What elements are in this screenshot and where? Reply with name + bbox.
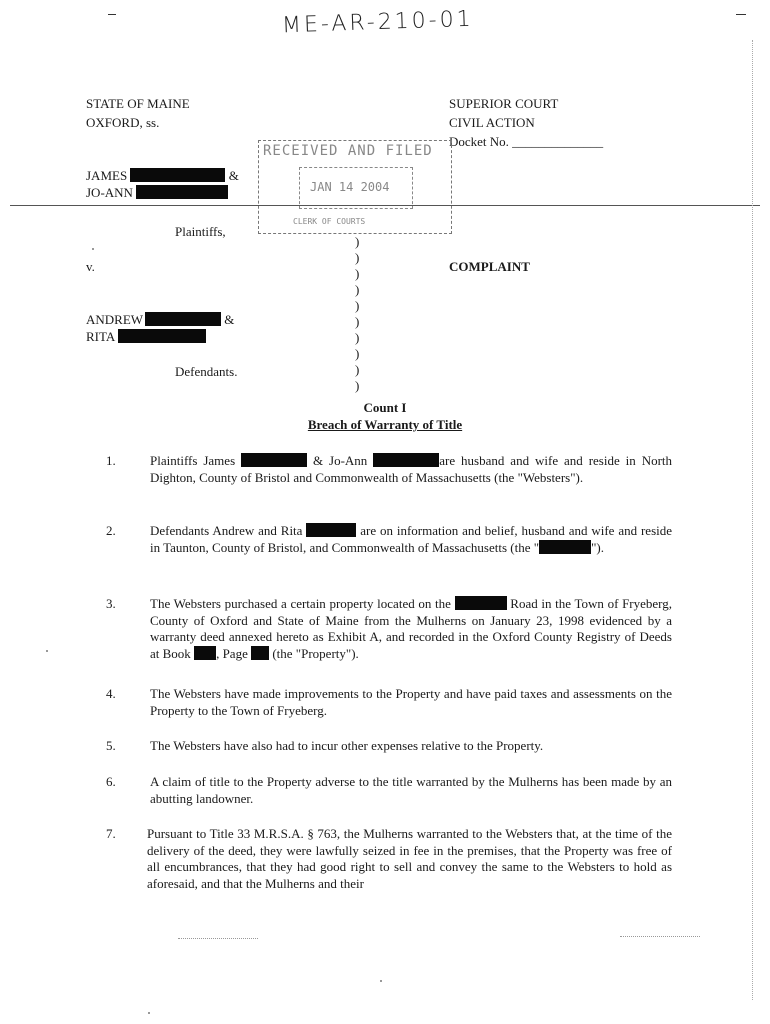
paragraph-number: 3. xyxy=(106,596,116,611)
defendants-label: Defendants. xyxy=(175,364,238,379)
scan-speck xyxy=(380,980,382,982)
paragraph-text: Defendants Andrew and Rita xyxy=(150,523,303,538)
action-heading: CIVIL ACTION xyxy=(449,115,535,130)
caption-brackets: ) ) ) ) ) ) ) ) ) ) xyxy=(355,234,360,393)
paragraph-text: "). xyxy=(591,539,604,555)
paragraph-text: Road in the Town of Fryeberg, County of Oxford and State of Maine from the Mulherns on January 23, 1998 evidenced by a warranty deed annexed hereto as Exhibit A, and recorded in the Oxford County Registry of Deeds at Book xyxy=(150,596,673,661)
scan-line xyxy=(10,205,760,206)
plaintiffs-label: Plaintiffs, xyxy=(175,224,226,239)
paragraph-number: 5. xyxy=(106,738,116,753)
redaction-bar xyxy=(145,312,221,326)
paragraph-2 xyxy=(150,523,672,556)
redaction-bar xyxy=(455,596,507,610)
redaction-bar xyxy=(373,453,439,467)
plaintiff-1 xyxy=(86,168,239,184)
paragraph-text: , Page xyxy=(216,645,248,661)
defendant-1 xyxy=(86,312,234,328)
paragraph-number: 2. xyxy=(106,523,116,538)
paragraph-5: The Websters have also had to incur other expenses relative to the Property. xyxy=(150,738,544,753)
stamp-clerk-text: CLERK OF COURTS xyxy=(293,217,366,226)
redaction-bar xyxy=(539,540,591,554)
scan-speck xyxy=(92,248,94,250)
defendant-2 xyxy=(86,329,206,345)
count-title: Count I xyxy=(363,400,407,415)
paragraph-number: 4. xyxy=(106,686,116,701)
paragraph-4: The Websters have made improvements to the Property and have paid taxes and assessments on the Property to the Town of Fryeberg. xyxy=(150,686,672,718)
scan-speck xyxy=(148,1012,150,1014)
paragraph-text: Plaintiffs James xyxy=(150,453,236,468)
ampersand: & xyxy=(224,312,235,327)
docket-number: Docket No. ______________ xyxy=(449,134,604,149)
paragraph-text: (the "Property"). xyxy=(272,645,359,661)
scan-noise xyxy=(178,938,258,939)
scan-speck xyxy=(46,650,48,652)
paragraph-number: 1. xyxy=(106,453,116,468)
paragraph-text: are on information and belief, husband and wife and reside in Taunton, County of Bristol, and Commonwealth of Massachusetts (the " xyxy=(150,523,673,555)
scan-edge-line xyxy=(752,40,753,1000)
state-heading: STATE OF MAINE xyxy=(86,96,190,111)
ampersand: & xyxy=(228,168,239,183)
paragraph-text: & Jo-Ann xyxy=(313,453,368,468)
redaction-bar xyxy=(136,185,228,199)
redaction-bar xyxy=(241,453,307,467)
count-subtitle: Breach of Warranty of Title xyxy=(307,417,463,432)
county-heading: OXFORD, ss. xyxy=(86,115,160,130)
paragraph-7: Pursuant to Title 33 M.R.S.A. § 763, the Mulherns warranted to the Websters that, at the time of the delivery of the deed, they were lawfully seized in fee in the premises, that the Property was free of all encumbrances, that they had good right to sell and convey the same to the Websters to hold as aforesaid, and that the Mulherns and their xyxy=(147,826,672,891)
redaction-bar xyxy=(118,329,206,343)
paragraph-number: 6. xyxy=(106,774,116,789)
plaintiff-1-name: JAMES xyxy=(86,168,128,183)
received-stamp xyxy=(258,140,452,234)
scan-mark xyxy=(108,14,116,15)
paragraph-number: 7. xyxy=(106,826,116,841)
handwritten-document-id: ME-AR-210-01 xyxy=(281,6,475,39)
scan-mark xyxy=(736,14,746,15)
paragraph-text: The Websters purchased a certain property located on the xyxy=(150,596,451,611)
paragraph-1 xyxy=(150,453,672,486)
redaction-bar xyxy=(251,646,269,660)
redaction-bar xyxy=(306,523,356,537)
paragraph-6: A claim of title to the Property adverse to the title warranted by the Mulherns has been made by an abutting landowner. xyxy=(150,774,672,806)
stamp-date-box xyxy=(299,167,413,209)
complaint-title: COMPLAINT xyxy=(449,259,530,274)
stamp-received-text: RECEIVED AND FILED xyxy=(263,143,433,159)
court-heading: SUPERIOR COURT xyxy=(449,96,559,111)
defendant-1-name: ANDREW xyxy=(86,312,144,327)
redaction-bar xyxy=(194,646,216,660)
versus: v. xyxy=(86,259,95,274)
paragraph-3 xyxy=(150,596,672,662)
plaintiff-2-name: JO-ANN xyxy=(86,185,133,200)
stamp-date: JAN 14 2004 xyxy=(310,180,390,194)
defendant-2-name: RITA xyxy=(86,329,115,344)
redaction-bar xyxy=(130,168,225,182)
paragraph-text: are husband and wife and reside in North Dighton, County of Bristol and Commonwealth of Massachusetts (the "Websters"). xyxy=(150,453,673,485)
scan-noise xyxy=(620,936,700,937)
plaintiff-2 xyxy=(86,185,228,201)
